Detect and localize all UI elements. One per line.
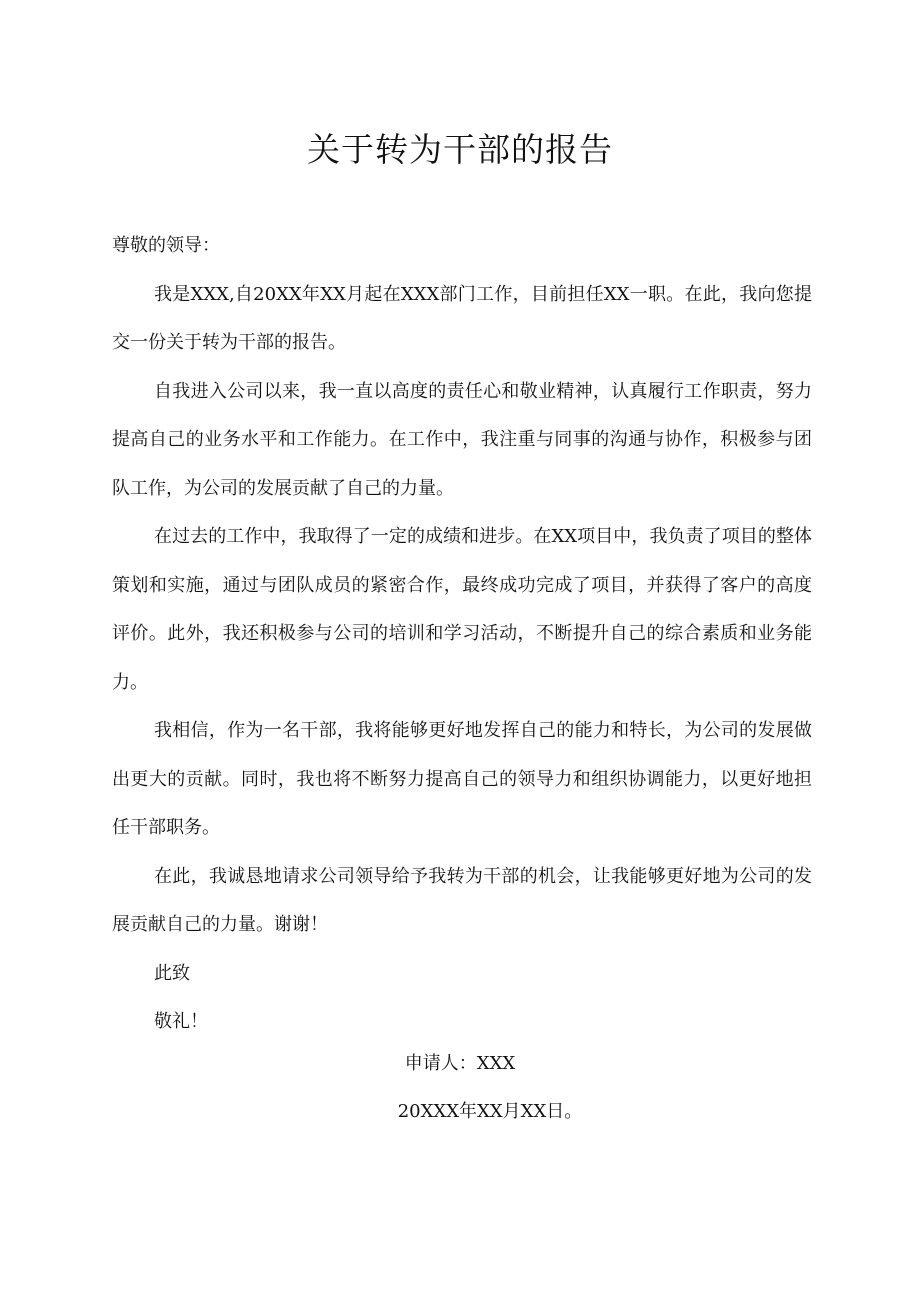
salutation: 尊敬的领导： [112, 235, 220, 256]
paragraph-5: 在此，我诚恳地请求公司领导给予我转为干部的机会，让我能够更好地为公司的发展贡献自己的力量。谢谢！ [112, 865, 812, 935]
paragraph-3: 在过去的工作中，我取得了一定的成绩和进步。在XX项目中，我负责了项目的整体策划和实施，通过与团队成员的紧密合作，最终成功完成了项目，并获得了客户的高度评价。此外，我还积极参与公司的培训和学习活动，不断提升自己的综合素质和业务能力。 [112, 526, 812, 693]
page-title: 关于转为干部的报告 [307, 130, 613, 169]
applicant-signature: 申请人：XXX [404, 1053, 516, 1074]
letter-body [112, 222, 812, 1047]
closing-salute: 敬礼！ [154, 1011, 208, 1032]
paragraph-4: 我相信，作为一名干部，我将能够更好地发挥自己的能力和特长，为公司的发展做出更大的贡献。同时，我也将不断努力提高自己的领导力和组织协调能力，以更好地担任干部职务。 [112, 720, 812, 838]
paragraph-2: 自我进入公司以来，我一直以高度的责任心和敬业精神，认真履行工作职责，努力提高自己的业务水平和工作能力。在工作中，我注重与同事的沟通与协作，积极参与团队工作，为公司的发展贡献了自己的力量。 [112, 380, 812, 499]
paragraph-1: 我是XXX,自20XX年XX月起在XXX部门工作，目前担任XX一职。在此，我向您提交一份关于转为干部的报告。 [112, 283, 812, 353]
closing-greeting: 此致 [154, 962, 190, 984]
signature-date: 20XXX年XX月XX日。 [397, 1101, 583, 1122]
